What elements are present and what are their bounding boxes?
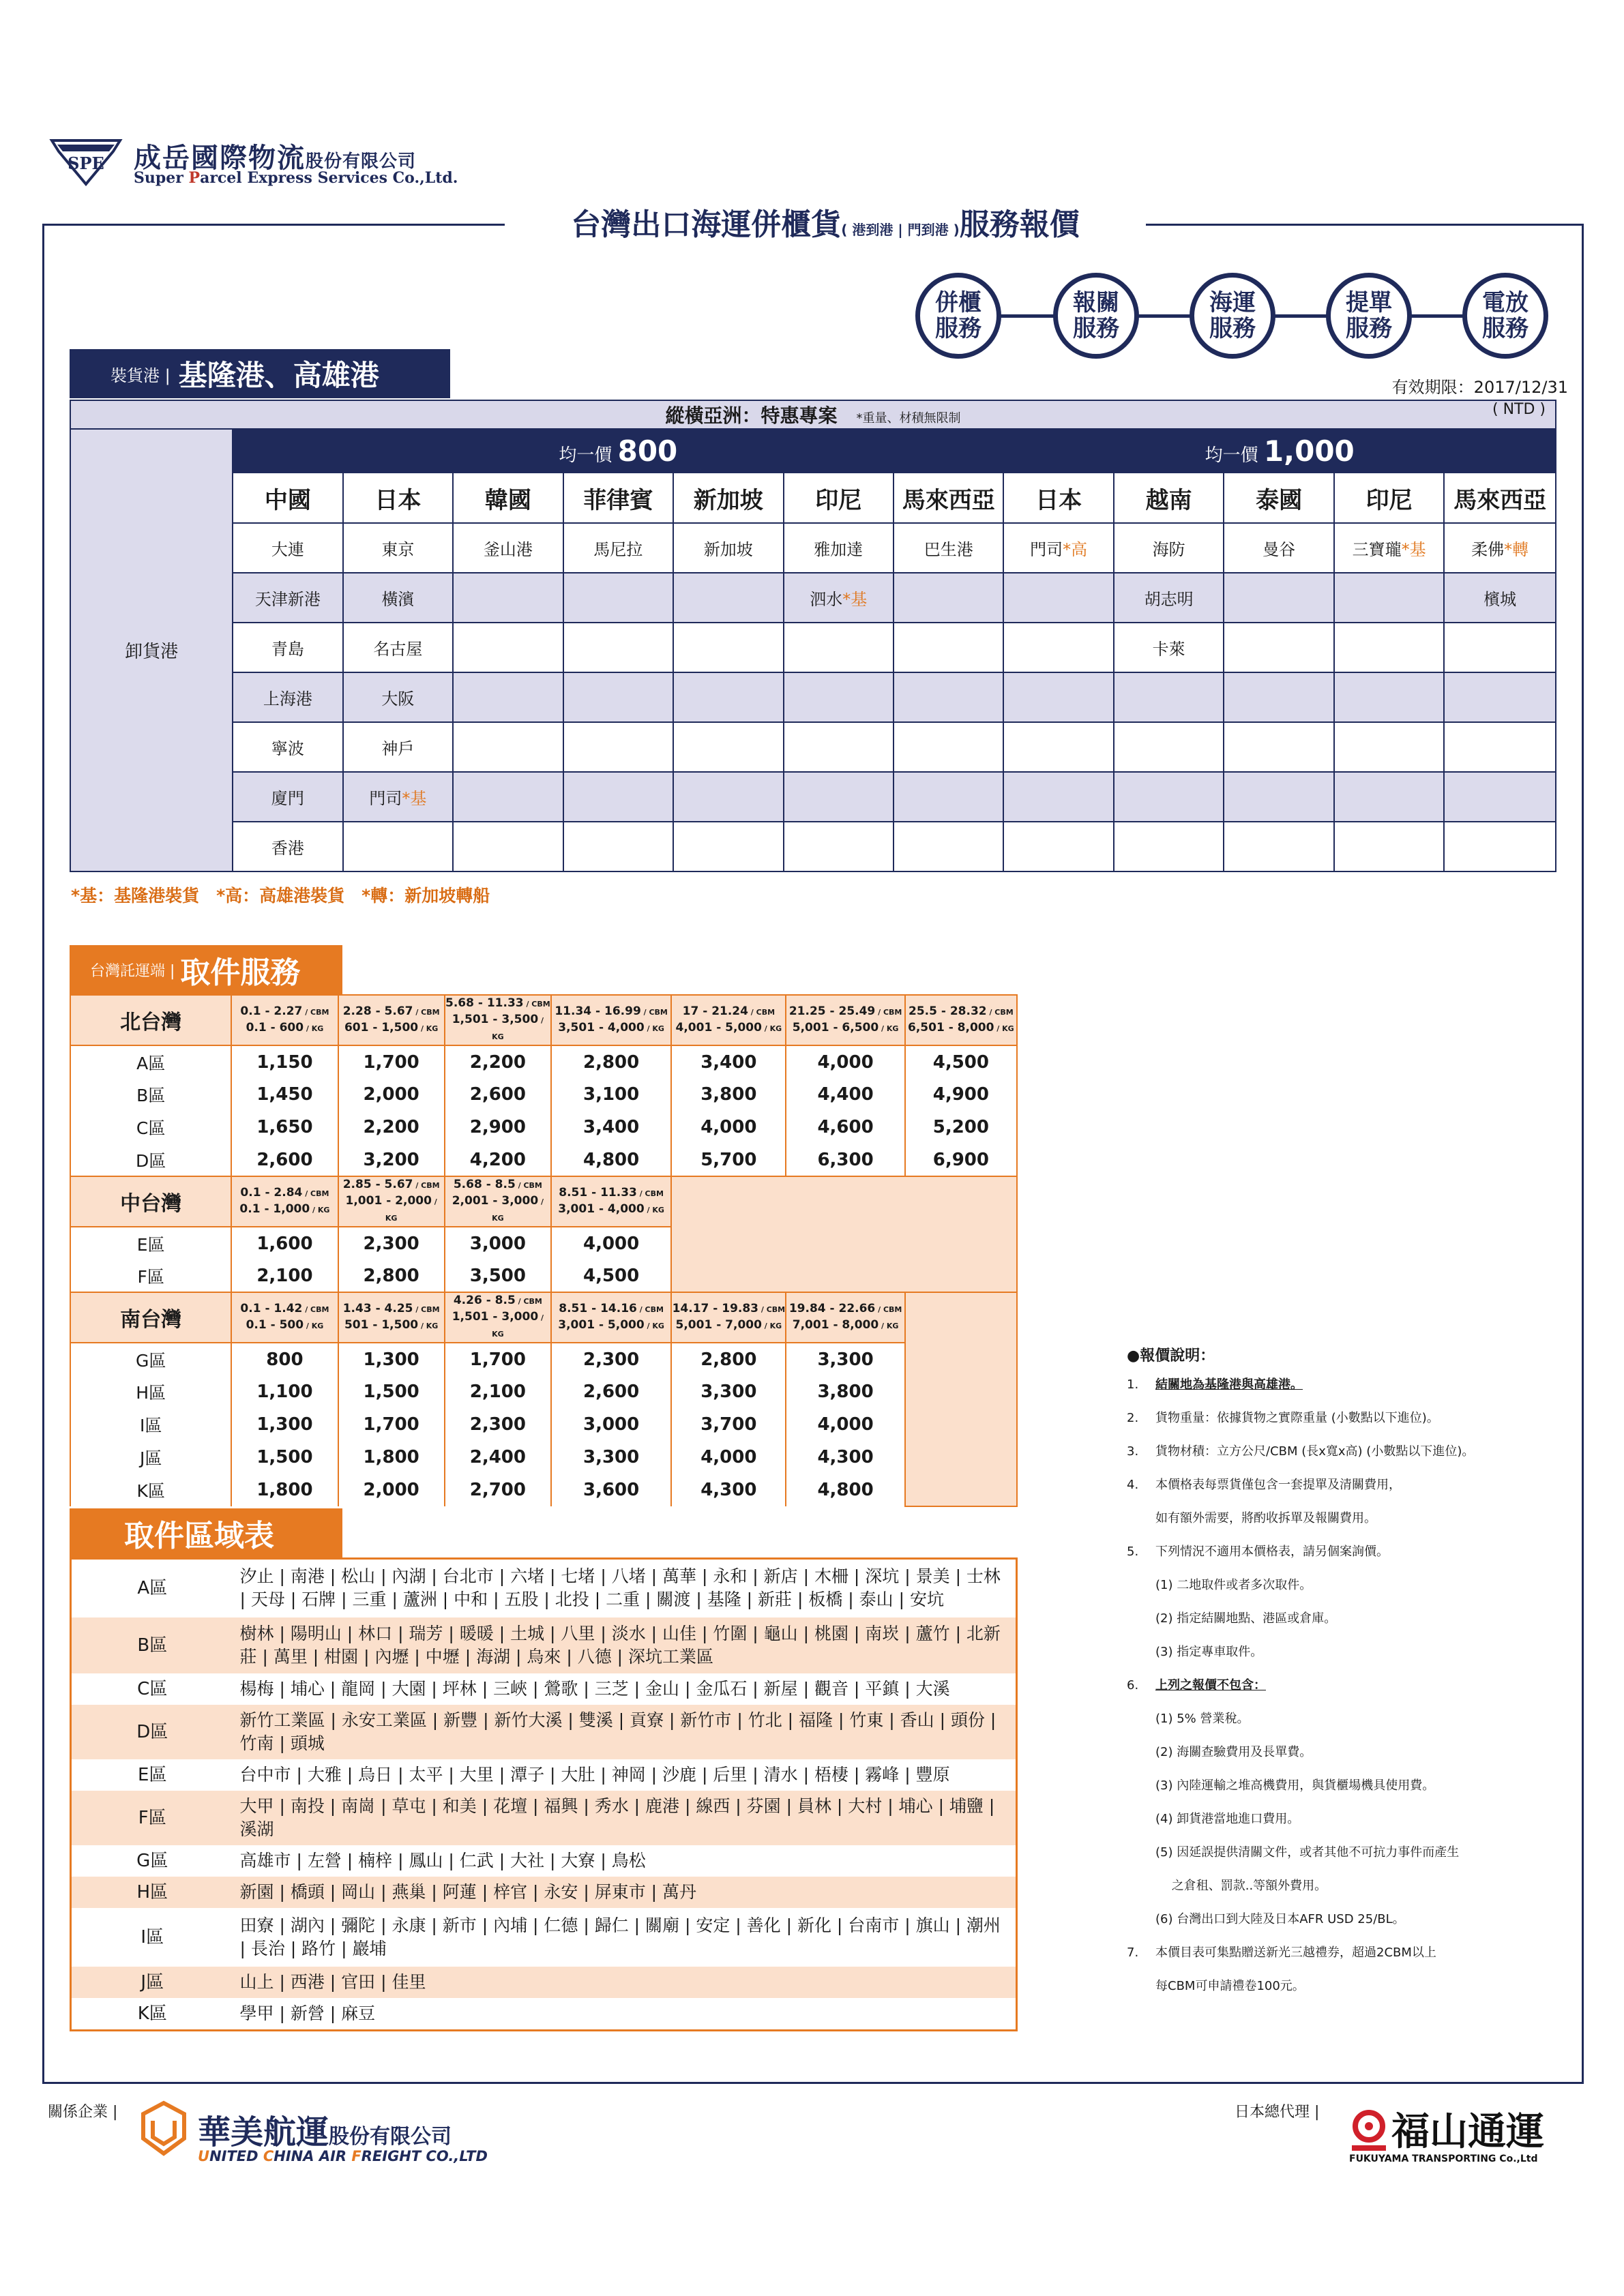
weight-range-header: 19.84 - 22.66 / CBM 7,001 - 8,000 / KG: [786, 1292, 904, 1343]
area-zone: E區: [138, 1764, 167, 1785]
service-circle: 提單 服務: [1326, 273, 1412, 359]
note-item: (6) 台灣出口到大陸及日本AFR USD 25/BL。: [1155, 1912, 1405, 1926]
destination-port: [563, 822, 673, 871]
fukuyama-name: 福山通運: [1391, 2110, 1544, 2154]
destination-port: [1224, 772, 1333, 822]
destination-port: [453, 722, 563, 772]
destination-port: [673, 623, 783, 672]
destination-port: [1444, 672, 1556, 722]
region-name: 北台灣: [70, 995, 231, 1045]
zone-price: 2,200: [445, 1045, 551, 1078]
loading-port-banner: 裝貨港 | 基隆港、高雄港: [70, 349, 450, 398]
zone-price: 1,700: [338, 1408, 445, 1441]
note-item: 5. 下列情況不適用本價格表，請另個案詢價。: [1127, 1545, 1389, 1559]
weight-range-header: 2.28 - 5.67 / CBM 601 - 1,500 / KG: [338, 995, 445, 1045]
note-item: 3. 貨物材積：立方公尺/CBM (長x寬x高) (小數點以下進位)。: [1127, 1444, 1475, 1459]
empty-fill: [905, 1292, 1017, 1506]
zone-label: E區: [70, 1227, 231, 1259]
zone-price: 2,300: [445, 1408, 551, 1441]
destination-port: [563, 623, 673, 672]
company-name-en: Super Parcel Express Services Co.,Ltd.: [134, 169, 458, 187]
destination-port: [1003, 623, 1113, 672]
region-name: 中台灣: [70, 1176, 231, 1227]
destination-port: 檳城: [1444, 573, 1556, 623]
zone-price: 1,450: [231, 1078, 338, 1111]
zone-label: G區: [70, 1343, 231, 1375]
zone-price: 2,600: [445, 1078, 551, 1111]
destination-port: 門司*基: [343, 772, 453, 822]
country-header: 菲律賓: [563, 473, 673, 523]
service-circle: 併櫃 服務: [915, 273, 1001, 359]
destination-port: [1114, 672, 1224, 722]
notes-header: ●報價說明：: [1127, 1347, 1215, 1365]
destination-port: [1114, 722, 1224, 772]
area-districts: 田寮 | 湖內 | 彌陀 | 永康 | 新市 | 內埔 | 仁德 | 歸仁 | 關廟 | 安定 | 善化 | 新化 | 台南市 | 旗山 | 潮州 | 長治 | 路竹 | 巖埔: [239, 1915, 1001, 1958]
zone-price: 2,800: [338, 1259, 445, 1292]
destination-port: [453, 672, 563, 722]
destination-port: 胡志明: [1114, 573, 1224, 623]
logo-letters: SPE: [68, 153, 104, 173]
price-group-800: 均一價 800: [233, 429, 1003, 473]
zone-price: 2,300: [338, 1227, 445, 1259]
rate-table: [70, 400, 1556, 872]
zone-label: J區: [70, 1441, 231, 1474]
zone-price: 1,700: [445, 1343, 551, 1375]
destination-port: [673, 672, 783, 722]
empty-fill: [671, 1176, 1017, 1292]
area-districts: 新園 | 橋頭 | 岡山 | 燕巢 | 阿蓮 | 梓官 | 永安 | 屏東市 | 萬丹: [233, 1877, 1017, 1908]
destination-port: [673, 772, 783, 822]
area-zone: C區: [137, 1678, 168, 1699]
zone-label: K區: [70, 1474, 231, 1506]
destination-port: [894, 722, 1003, 772]
zone-price: 2,000: [338, 1078, 445, 1111]
rate-footnote: *基：基隆港裝貨 *高：高雄港裝貨 *轉：新加坡轉船: [71, 886, 490, 906]
destination-port: [1334, 623, 1444, 672]
zone-price: 4,200: [445, 1144, 551, 1176]
zone-price: 6,300: [786, 1144, 904, 1176]
zone-price: 4,500: [905, 1045, 1017, 1078]
destination-port: 新加坡: [673, 523, 783, 573]
zone-price: 3,400: [551, 1111, 671, 1144]
hm-company-name-en: UNITED CHINA AIR FREIGHT CO.,LTD: [198, 2148, 488, 2164]
country-header: 韓國: [453, 473, 563, 523]
zone-price: 5,700: [671, 1144, 786, 1176]
zone-price: 1,300: [338, 1343, 445, 1375]
zone-price: 2,400: [445, 1441, 551, 1474]
destination-port: [1334, 672, 1444, 722]
zone-price: 3,200: [338, 1144, 445, 1176]
zone-price: 2,700: [445, 1474, 551, 1506]
zone-price: 800: [231, 1343, 338, 1375]
zone-label: D區: [70, 1144, 231, 1176]
zone-price: 1,800: [338, 1441, 445, 1474]
zone-price: 3,300: [551, 1441, 671, 1474]
area-districts: 台中市 | 大雅 | 烏日 | 太平 | 大里 | 潭子 | 大肚 | 神岡 | 沙鹿 | 后里 | 清水 | 梧棲 | 霧峰 | 豐原: [239, 1764, 950, 1785]
zone-price: 5,200: [905, 1111, 1017, 1144]
hm-logo-icon: [136, 2100, 191, 2156]
destination-port: [1003, 722, 1113, 772]
service-circle: 電放 服務: [1462, 273, 1548, 359]
destination-port: [1224, 623, 1333, 672]
zone-price: 4,900: [905, 1078, 1017, 1111]
zone-price: 4,500: [551, 1259, 671, 1292]
destination-port: [1003, 573, 1113, 623]
destination-port: [1444, 822, 1556, 871]
destination-port: [894, 672, 1003, 722]
destination-port: [453, 573, 563, 623]
note-item: (2) 指定結關地點、港區或倉庫。: [1155, 1611, 1337, 1626]
destination-port: [1444, 623, 1556, 672]
weight-range-header: 25.5 - 28.32 / CBM 6,501 - 8,000 / KG: [905, 995, 1017, 1045]
area-districts: 山上 | 西港 | 官田 | 佳里: [233, 1967, 1017, 1998]
destination-port: [343, 822, 453, 871]
zone-price: 1,600: [231, 1227, 338, 1259]
destination-port: 雅加達: [784, 523, 894, 573]
area-zone: A區: [137, 1578, 168, 1599]
weight-range-header: 0.1 - 2.84 / CBM 0.1 - 1,000 / KG: [231, 1176, 338, 1227]
weight-range-header: 8.51 - 11.33 / CBM 3,001 - 4,000 / KG: [551, 1176, 671, 1227]
destination-port: [673, 722, 783, 772]
destination-label: 卸貨港: [70, 429, 233, 871]
destination-port: [1114, 772, 1224, 822]
zone-price: 3,300: [671, 1375, 786, 1408]
zone-price: 2,200: [338, 1111, 445, 1144]
destination-port: [1444, 772, 1556, 822]
zone-price: 3,600: [551, 1474, 671, 1506]
country-header: 泰國: [1224, 473, 1333, 523]
weight-range-header: 14.17 - 19.83 / CBM 5,001 - 7,000 / KG: [671, 1292, 786, 1343]
validity-date: 有效期限：2017/12/31: [1391, 378, 1568, 397]
zone-price: 4,000: [786, 1045, 904, 1078]
destination-port: [563, 573, 673, 623]
zone-price: 4,800: [551, 1144, 671, 1176]
zone-price: 2,300: [551, 1343, 671, 1375]
area-table: [70, 1557, 1018, 2031]
destination-port: 天津新港: [233, 573, 342, 623]
weight-range-header: 5.68 - 8.5 / CBM 2,001 - 3,000 / KG: [445, 1176, 551, 1227]
page-title: 台灣出口海運併櫃貨( 港到港 | 門到港 )服務報價: [505, 205, 1146, 245]
service-circle: 報關 服務: [1053, 273, 1139, 359]
zone-price: 2,600: [231, 1144, 338, 1176]
note-item: (4) 卸貨港當地進口費用。: [1155, 1812, 1300, 1826]
zone-price: 6,900: [905, 1144, 1017, 1176]
weight-range-header: 11.34 - 16.99 / CBM 3,501 - 4,000 / KG: [551, 995, 671, 1045]
zone-price: 3,400: [671, 1045, 786, 1078]
zone-price: 3,500: [445, 1259, 551, 1292]
area-districts: 樹林 | 陽明山 | 林口 | 瑞芳 | 暖暖 | 土城 | 八里 | 淡水 | 山佳 | 竹圍 | 龜山 | 桃園 | 南崁 | 蘆竹 | 北新莊 | 萬里 | 柑園 | 內壢 | 中壢 | 海湖 | 烏來 | 八德 | 深坑工業區: [233, 1617, 1017, 1673]
destination-port: [1334, 722, 1444, 772]
weight-range-header: 0.1 - 1.42 / CBM 0.1 - 500 / KG: [231, 1292, 338, 1343]
destination-port: [673, 822, 783, 871]
destination-port: [453, 822, 563, 871]
destination-port: 青島: [233, 623, 342, 672]
zone-price: 2,000: [338, 1474, 445, 1506]
country-header: 新加坡: [673, 473, 783, 523]
weight-range-header: 1.43 - 4.25 / CBM 501 - 1,500 / KG: [338, 1292, 445, 1343]
rate-band: 縱橫亞洲：特惠專案 *重量、材積無限制 ( NTD ): [70, 400, 1556, 429]
zone-price: 4,400: [786, 1078, 904, 1111]
destination-port: [894, 623, 1003, 672]
company-name-cn: 成岳國際物流股份有限公司: [134, 143, 417, 174]
destination-port: 東京: [343, 523, 453, 573]
zone-price: 2,800: [671, 1343, 786, 1375]
destination-port: [894, 772, 1003, 822]
weight-range-header: 0.1 - 2.27 / CBM 0.1 - 600 / KG: [231, 995, 338, 1045]
zone-price: 1,800: [231, 1474, 338, 1506]
destination-port: [1003, 822, 1113, 871]
weight-range-header: 8.51 - 14.16 / CBM 3,001 - 5,000 / KG: [551, 1292, 671, 1343]
zone-price: 1,700: [338, 1045, 445, 1078]
weight-range-header: 17 - 21.24 / CBM 4,001 - 5,000 / KG: [671, 995, 786, 1045]
region-name: 南台灣: [70, 1292, 231, 1343]
country-header: 馬來西亞: [1444, 473, 1556, 523]
destination-port: 香港: [233, 822, 342, 871]
price-group-1000: 均一價 1,000: [1003, 429, 1556, 473]
destination-port: [1224, 672, 1333, 722]
hm-company-name: 華美航運股份有限公司: [198, 2113, 452, 2151]
note-item: 7. 本價目表可集點贈送新光三越禮券，超過2CBM以上: [1127, 1945, 1436, 1960]
area-districts: 新竹工業區 | 永安工業區 | 新豐 | 新竹大溪 | 雙溪 | 貢寮 | 新竹市 | 竹北 | 福隆 | 竹東 | 香山 | 頭份 | 竹南 | 頭城: [233, 1705, 1017, 1759]
destination-port: [1224, 722, 1333, 772]
area-zone: J區: [71, 1967, 233, 1998]
destination-port: 曼谷: [1224, 523, 1333, 573]
zone-price: 3,000: [445, 1227, 551, 1259]
zone-price: 2,800: [551, 1045, 671, 1078]
zone-price: 2,900: [445, 1111, 551, 1144]
destination-port: 門司*高: [1003, 523, 1113, 573]
destination-port: [1334, 573, 1444, 623]
area-zone: D區: [71, 1705, 233, 1759]
area-zone: F區: [71, 1791, 233, 1845]
destination-port: [563, 672, 673, 722]
area-districts: 高雄市 | 左營 | 楠梓 | 鳳山 | 仁武 | 大社 | 大寮 | 鳥松: [239, 1850, 646, 1870]
zone-label: A區: [70, 1045, 231, 1078]
country-header: 日本: [1003, 473, 1113, 523]
destination-port: 寧波: [233, 722, 342, 772]
country-header: 中國: [233, 473, 342, 523]
zone-label: C區: [70, 1111, 231, 1144]
note-item: 2. 貨物重量：依據貨物之實際重量 (小數點以下進位)。: [1127, 1411, 1439, 1425]
destination-port: 大連: [233, 523, 342, 573]
zone-price: 3,700: [671, 1408, 786, 1441]
destination-port: 三寶瓏*基: [1334, 523, 1444, 573]
zone-price: 1,500: [338, 1375, 445, 1408]
zone-price: 4,300: [671, 1474, 786, 1506]
service-circle: 海運 服務: [1190, 273, 1275, 359]
note-item: 之倉租、罰款..等額外費用。: [1155, 1879, 1327, 1893]
zone-price: 1,150: [231, 1045, 338, 1078]
destination-port: 柔佛*轉: [1444, 523, 1556, 573]
country-header: 馬來西亞: [894, 473, 1003, 523]
area-zone: I區: [141, 1926, 164, 1948]
fukuyama-logo-icon: [1349, 2108, 1389, 2155]
spe-logo-icon: [45, 135, 127, 187]
note-item: (3) 指定專車取件。: [1155, 1645, 1263, 1659]
destination-port: [563, 772, 673, 822]
pickup-rate-table: [70, 994, 1018, 1507]
destination-port: [1224, 573, 1333, 623]
area-zone: B區: [71, 1617, 233, 1673]
note-item: 1. 結關地為基隆港與高雄港。: [1127, 1377, 1303, 1392]
destination-port: 神戶: [343, 722, 453, 772]
zone-label: I區: [70, 1408, 231, 1441]
destination-port: [784, 822, 894, 871]
zone-price: 3,800: [671, 1078, 786, 1111]
destination-port: [784, 722, 894, 772]
destination-port: 馬尼拉: [563, 523, 673, 573]
weight-range-header: 5.68 - 11.33 / CBM 1,501 - 3,500 / KG: [445, 995, 551, 1045]
zone-price: 4,000: [786, 1408, 904, 1441]
related-company-label: 關係企業 |: [48, 2104, 118, 2121]
zone-label: F區: [70, 1259, 231, 1292]
area-districts: 楊梅 | 埔心 | 龍岡 | 大園 | 坪林 | 三峽 | 鶯歌 | 三芝 | 金山 | 金瓜石 | 新屋 | 觀音 | 平鎮 | 大溪: [239, 1678, 950, 1699]
destination-port: [1114, 822, 1224, 871]
note-item: 如有額外需要，將酌收拆單及報關費用。: [1155, 1511, 1376, 1525]
zone-price: 4,000: [671, 1441, 786, 1474]
zone-price: 3,300: [786, 1343, 904, 1375]
note-item: 6. 上列之報價不包含：: [1127, 1678, 1266, 1693]
note-item: (1) 二地取件或者多次取件。: [1155, 1578, 1312, 1592]
weight-range-header: 4.26 - 8.5 / CBM 1,501 - 3,000 / KG: [445, 1292, 551, 1343]
note-item: (1) 5% 營業稅。: [1155, 1712, 1250, 1726]
zone-label: B區: [70, 1078, 231, 1111]
destination-port: 卡萊: [1114, 623, 1224, 672]
destination-port: [784, 672, 894, 722]
zone-price: 4,000: [671, 1111, 786, 1144]
note-item: (2) 海關查驗費用及長單費。: [1155, 1745, 1312, 1759]
weight-range-header: 21.25 - 25.49 / CBM 5,001 - 6,500 / KG: [786, 995, 904, 1045]
destination-port: [1334, 772, 1444, 822]
zone-price: 4,600: [786, 1111, 904, 1144]
destination-port: [1003, 672, 1113, 722]
area-districts: 學甲 | 新營 | 麻豆: [239, 2003, 376, 2023]
pickup-banner: 台灣託運端 | 取件服務: [70, 945, 342, 994]
japan-agent-label: 日本總代理 |: [1235, 2104, 1320, 2121]
destination-port: [673, 573, 783, 623]
note-item: (5) 因延誤提供清關文件，或者其他不可抗力事件而產生: [1155, 1845, 1460, 1860]
zone-price: 4,300: [786, 1441, 904, 1474]
destination-port: 海防: [1114, 523, 1224, 573]
zone-price: 1,500: [231, 1441, 338, 1474]
zone-price: 2,600: [551, 1375, 671, 1408]
zone-label: H區: [70, 1375, 231, 1408]
country-header: 印尼: [784, 473, 894, 523]
country-header: 印尼: [1334, 473, 1444, 523]
destination-port: [563, 722, 673, 772]
zone-price: 4,800: [786, 1474, 904, 1506]
destination-port: [1003, 772, 1113, 822]
zone-price: 2,100: [231, 1259, 338, 1292]
zone-price: 1,300: [231, 1408, 338, 1441]
zone-price: 4,000: [551, 1227, 671, 1259]
destination-port: [894, 573, 1003, 623]
note-item: 4. 本價格表每票貨僅包含一套提單及清關費用，: [1127, 1478, 1401, 1492]
zone-price: 3,000: [551, 1408, 671, 1441]
fukuyama-name-en: FUKUYAMA TRANSPORTING Co.,Ltd: [1349, 2153, 1538, 2164]
zone-price: 1,100: [231, 1375, 338, 1408]
area-districts: 汐止 | 南港 | 松山 | 內湖 | 台北市 | 六堵 | 七堵 | 八堵 | 萬華 | 永和 | 新店 | 木柵 | 深坑 | 景美 | 士林 | 天母 | 石牌 | 三重 | 蘆洲 | 中和 | 五股 | 北投 | 二重 | 關渡 | 基隆 | 新莊 | 板橋 | 泰山 | 安坑: [239, 1566, 1001, 1610]
destination-port: [453, 772, 563, 822]
destination-port: 橫濱: [343, 573, 453, 623]
weight-range-header: 2.85 - 5.67 / CBM 1,001 - 2,000 / KG: [338, 1176, 445, 1227]
area-table-banner: 取件區域表: [70, 1508, 342, 1557]
zone-price: 1,650: [231, 1111, 338, 1144]
area-zone: G區: [136, 1850, 168, 1871]
destination-port: [784, 772, 894, 822]
destination-port: [1224, 822, 1333, 871]
destination-port: 釜山港: [453, 523, 563, 573]
area-zone: H區: [71, 1877, 233, 1908]
destination-port: 廈門: [233, 772, 342, 822]
zone-price: 3,100: [551, 1078, 671, 1111]
destination-port: 大阪: [343, 672, 453, 722]
area-districts: 大甲 | 南投 | 南崗 | 草屯 | 和美 | 花壇 | 福興 | 秀水 | 鹿港 | 線西 | 芬園 | 員林 | 大村 | 埔心 | 埔鹽 | 溪湖: [233, 1791, 1017, 1845]
destination-port: 上海港: [233, 672, 342, 722]
country-header: 越南: [1114, 473, 1224, 523]
destination-port: 名古屋: [343, 623, 453, 672]
note-item: 每CBM可申請禮卷100元。: [1155, 1979, 1305, 1993]
note-item: (3) 內陸運輸之堆高機費用，與貨櫃場機具使用費。: [1155, 1778, 1435, 1793]
destination-port: [1334, 822, 1444, 871]
destination-port: 巴生港: [894, 523, 1003, 573]
country-header: 日本: [343, 473, 453, 523]
destination-port: [1444, 722, 1556, 772]
zone-price: 2,100: [445, 1375, 551, 1408]
zone-price: 3,800: [786, 1375, 904, 1408]
destination-port: [894, 822, 1003, 871]
area-zone: K區: [137, 2003, 167, 2024]
destination-port: 泗水*基: [784, 573, 894, 623]
destination-port: [784, 623, 894, 672]
price-notes: [1127, 1349, 1563, 2012]
destination-port: [453, 623, 563, 672]
